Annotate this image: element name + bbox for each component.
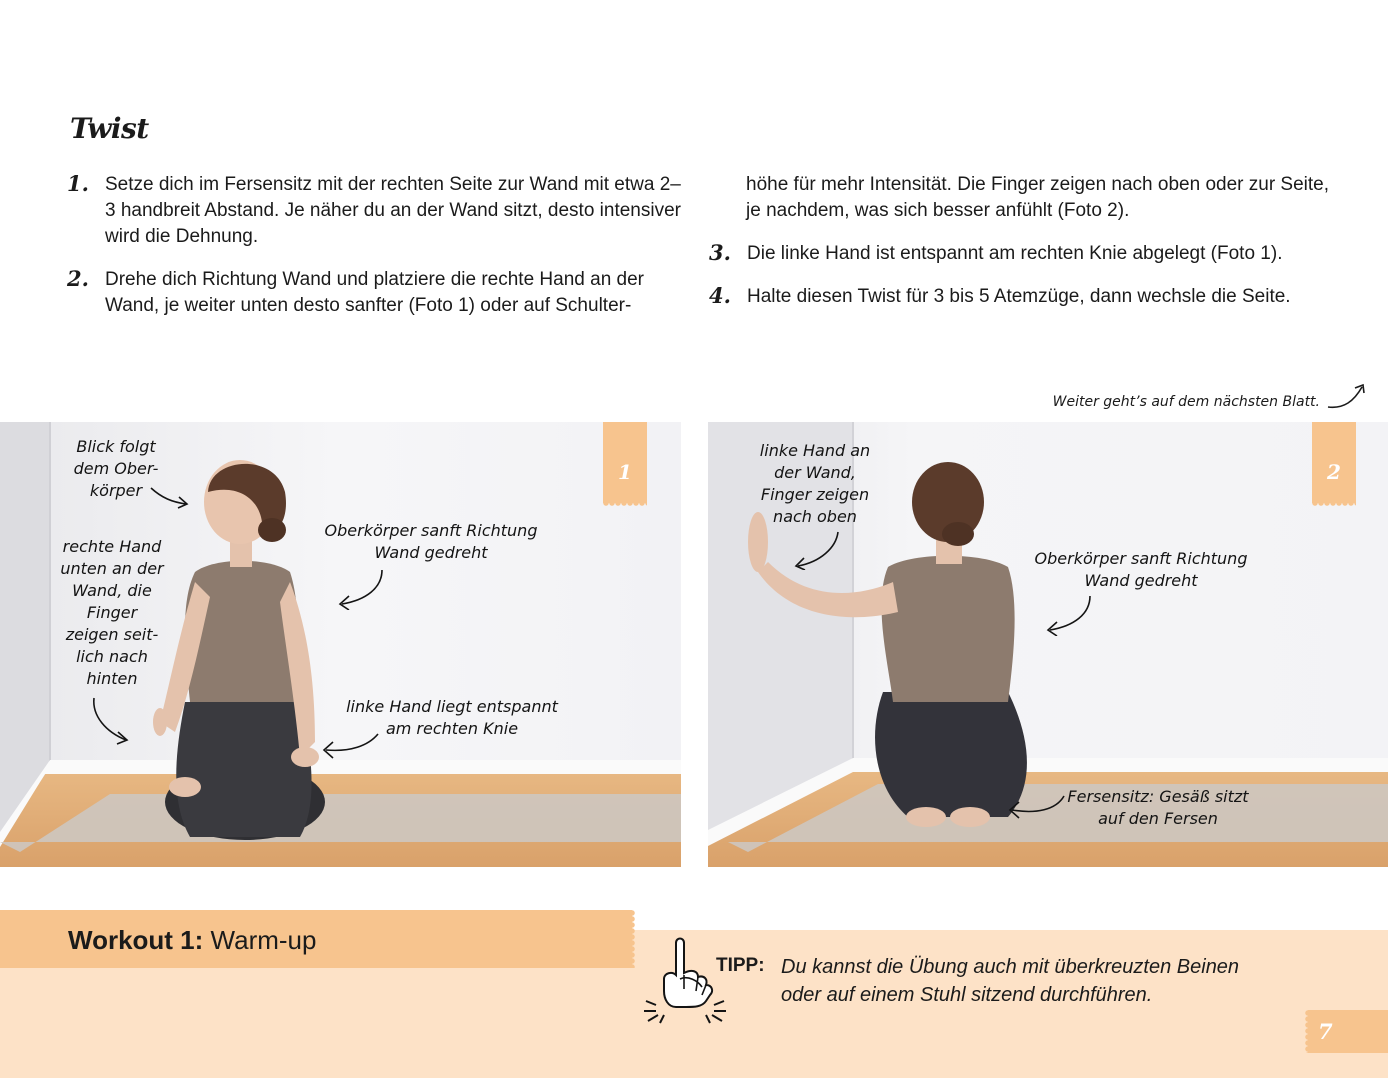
step-3-number: 3. (709, 240, 731, 265)
annotation-arrow-icon (320, 732, 380, 762)
step-1-text: Setze dich im Fersensitz mit der rechten Seite zur Wand mit etwa 2–3 handbreit Abstand. Je näher du an der Wand sitzt, desto intensiver wird die Dehnung. (105, 174, 681, 247)
tip-label: TIPP: (716, 955, 765, 976)
annotation-arrow-icon (1042, 594, 1092, 636)
step-4-number: 4. (709, 283, 731, 308)
annotation-arrow-icon (334, 568, 384, 610)
page-number: 7 (1308, 1010, 1388, 1053)
annotation-seat: Fersensitz: Gesäß sitzt auf den Fersen (1067, 787, 1249, 828)
workout-name: Warm-up (210, 925, 317, 955)
step-1-number: 1. (67, 171, 89, 196)
tip-text: Du kannst die Übung auch mit überkreuzten Beinen oder auf einem Stuhl sitzend durchführen. (781, 956, 1240, 1006)
step-4-text: Halte diesen Twist für 3 bis 5 Atemzüge, dann wechsle die Seite. (747, 286, 1291, 307)
photo-2-badge: 2 (1312, 422, 1356, 503)
step-3 (706, 241, 1346, 267)
step-3-text: Die linke Hand ist entspannt am rechten Knie abgelegt (Foto 1). (747, 243, 1283, 264)
instructions-left-column (64, 172, 682, 336)
annotation-torso: Oberkörper sanft Richtung Wand gedreht (324, 521, 538, 562)
step-1 (64, 172, 682, 250)
section-title: Twist (70, 112, 149, 145)
annotation-arrow-icon (1006, 794, 1066, 824)
pointing-hand-icon (640, 935, 730, 1030)
step-2-number: 2. (67, 266, 89, 291)
step-2 (64, 267, 682, 319)
workout-label: Workout 1: (68, 925, 204, 955)
step-4 (706, 284, 1346, 310)
photo-2 (708, 422, 1388, 867)
instructions-right-column (706, 172, 1346, 327)
next-page-note: Weiter geht’s auf dem nächsten Blatt. (1052, 394, 1320, 410)
annotation-left-hand-wall: linke Hand an der Wand, Finger zeigen nach oben (759, 441, 871, 526)
photo-1-badge: 1 (603, 422, 647, 503)
annotation-left-hand: linke Hand liegt entspannt am rechten Knie (346, 697, 558, 738)
step-2-text: Drehe dich Richtung Wand und platziere die rechte Hand an der Wand, je weiter unten desto sanfter (Foto 1) oder auf Schulter- (105, 269, 645, 316)
step-2-continued: höhe für mehr Intensität. Die Finger zeigen nach oben oder zur Seite, je nachdem, was sich besser anfühlt (Foto 2). (746, 174, 1330, 221)
annotation-arrow-icon (88, 696, 132, 746)
annotation-arrow-icon (790, 530, 840, 570)
annotation-gaze: Blick folgt dem Ober-körper (73, 437, 159, 500)
annotation-right-hand: rechte Hand unten an der Wand, die Finger zeigen seit-lich nach hinten (60, 537, 164, 688)
photo-1 (0, 422, 681, 867)
annotation-torso-2: Oberkörper sanft Richtung Wand gedreht (1034, 549, 1248, 590)
curved-arrow-icon (1326, 381, 1370, 415)
annotation-arrow-icon (148, 484, 192, 510)
workout-heading (68, 924, 316, 956)
